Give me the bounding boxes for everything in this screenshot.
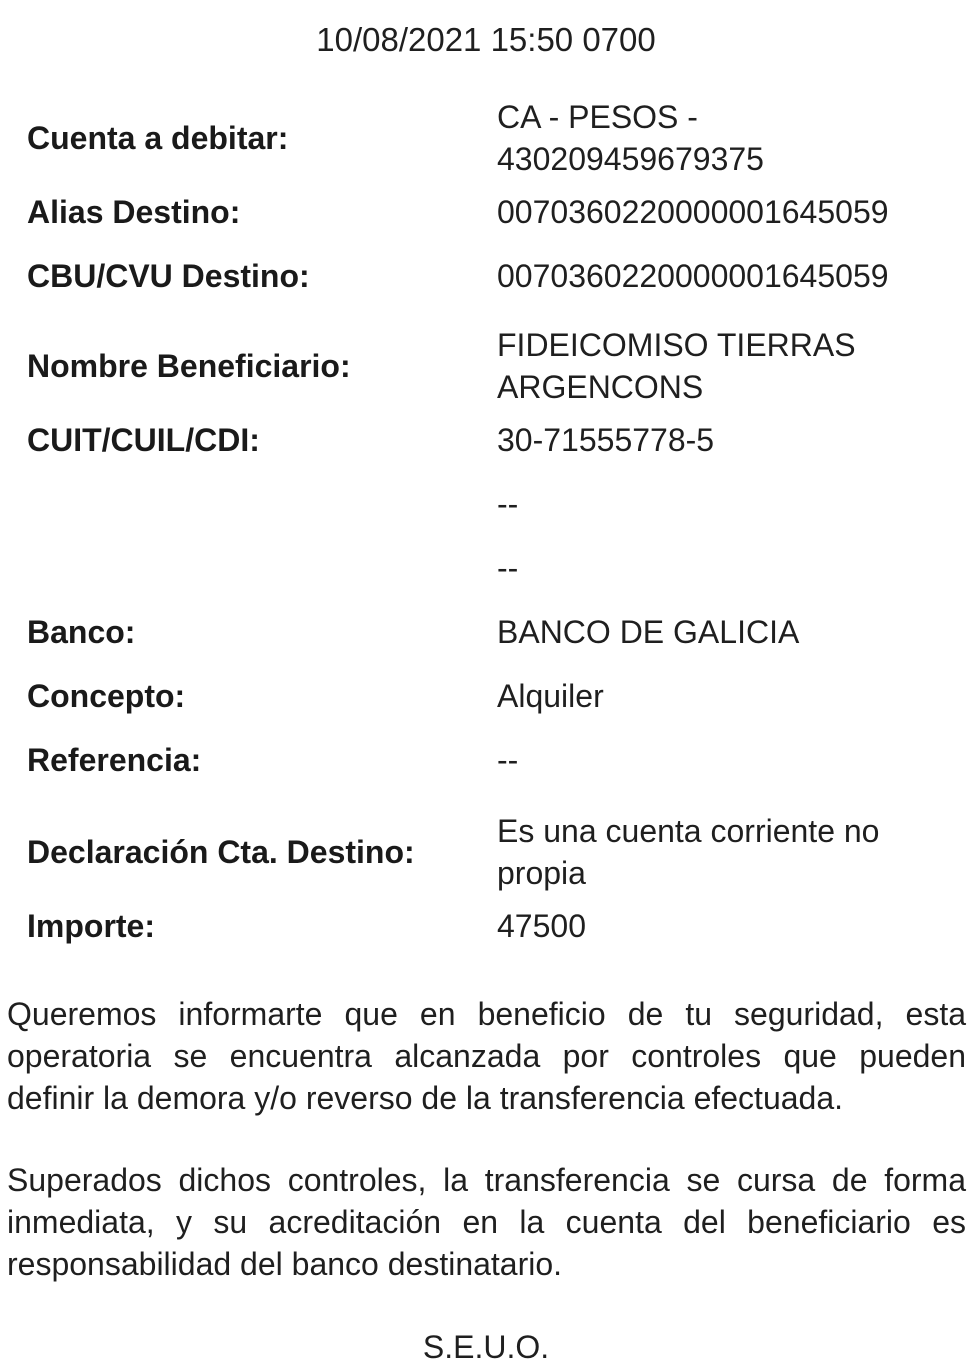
detail-row-declaracion: [27, 810, 957, 894]
detail-value: 30-71555778-5: [497, 422, 715, 458]
transfer-timestamp: 10/08/2021 15:50 0700: [316, 21, 656, 58]
detail-label: Concepto:: [27, 678, 186, 714]
detail-row-empty-2: [27, 536, 957, 600]
detail-label: Referencia:: [27, 742, 202, 778]
detail-value: 47500: [497, 908, 586, 944]
transfer-details: [27, 96, 957, 958]
detail-label: CUIT/CUIL/CDI:: [27, 422, 260, 458]
detail-label: Declaración Cta. Destino:: [27, 834, 415, 870]
processing-notice: Superados dichos controles, la transferencia se cursa de forma inmediata, y su acreditación en la cuenta del beneficiario es responsabilidad del banco destinatario.: [7, 1162, 966, 1282]
detail-value: BANCO DE GALICIA: [497, 614, 800, 650]
detail-label: Cuenta a debitar:: [27, 120, 289, 156]
detail-value: 0070360220000001645059: [497, 194, 889, 230]
detail-value: 0070360220000001645059: [497, 258, 889, 294]
detail-row-nombre-beneficiario: [27, 324, 957, 408]
detail-row-empty-1: [27, 472, 957, 536]
detail-row-concepto: [27, 664, 957, 728]
detail-label: Nombre Beneficiario:: [27, 348, 351, 384]
detail-row-cbu-destino: [27, 244, 957, 308]
detail-row-cuit: [27, 408, 957, 472]
detail-label: Banco:: [27, 614, 136, 650]
detail-row-importe: [27, 894, 957, 958]
detail-label: Alias Destino:: [27, 194, 241, 230]
footer-seuo: S.E.U.O.: [422, 1329, 550, 1365]
detail-value: --: [497, 486, 519, 522]
detail-value: --: [497, 550, 519, 586]
detail-row-banco: [27, 600, 957, 664]
detail-row-cuenta-debitar: [27, 96, 957, 180]
detail-value: Es una cuenta corriente no propia: [497, 813, 880, 891]
detail-label: Importe:: [27, 908, 155, 944]
detail-row-referencia: [27, 728, 957, 792]
detail-value: CA - PESOS - 430209459679375: [497, 99, 764, 177]
detail-value: Alquiler: [497, 678, 604, 714]
detail-value: FIDEICOMISO TIERRAS ARGENCONS: [497, 327, 856, 405]
security-notice: Queremos informarte que en beneficio de tu seguridad, esta operatoria se encuentra alcanzada por controles que pueden definir la demora y/o reverso de la transferencia efectuada.: [7, 996, 966, 1116]
detail-label: CBU/CVU Destino:: [27, 258, 310, 294]
detail-row-alias-destino: [27, 180, 957, 244]
detail-value: --: [497, 742, 519, 778]
